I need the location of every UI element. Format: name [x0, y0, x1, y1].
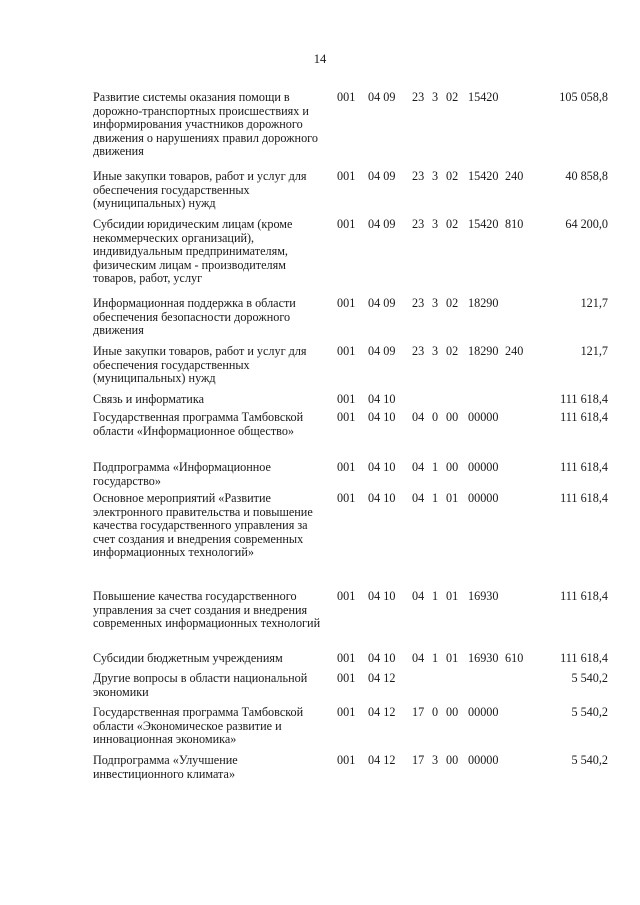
main-activity-code: 02 [446, 169, 459, 183]
main-activity-code: 02 [446, 296, 459, 310]
row-name: Подпрограмма «Информационное государство» [93, 460, 271, 488]
direction-code: 00000 [468, 460, 499, 474]
expense-type-code: 240 [505, 169, 524, 183]
program-code: 23 [412, 344, 425, 358]
row-name: Информационная поддержка в области обеспечения безопасности дорожного движения [93, 296, 296, 338]
sum-value: 111 618,4 [560, 410, 608, 424]
row-name: Иные закупки товаров, работ и услуг для обеспечения государственных (муниципальных) нужд [93, 169, 307, 211]
sum-value: 111 618,4 [560, 460, 608, 474]
section-code: 04 09 [368, 344, 396, 358]
sum-value: 105 058,8 [559, 90, 608, 104]
program-code: 17 [412, 753, 425, 767]
gov-code: 001 [337, 344, 356, 358]
direction-code: 15420 [468, 169, 499, 183]
section-code: 04 09 [368, 90, 396, 104]
section-code: 04 10 [368, 491, 396, 505]
subprogram-code: 1 [432, 589, 439, 603]
direction-code: 00000 [468, 410, 499, 424]
program-code: 17 [412, 705, 425, 719]
gov-code: 001 [337, 217, 356, 231]
page-number: 14 [313, 52, 327, 66]
section-code: 04 12 [368, 753, 396, 767]
row-name: Государственная программа Тамбовской области «Информационное общество» [93, 410, 304, 438]
expense-type-code: 610 [505, 651, 524, 665]
main-activity-code: 00 [446, 753, 459, 767]
main-activity-code: 00 [446, 705, 459, 719]
program-code: 23 [412, 90, 425, 104]
sum-value: 111 618,4 [560, 491, 608, 505]
main-activity-code: 02 [446, 90, 459, 104]
direction-code: 00000 [468, 705, 499, 719]
subprogram-code: 3 [432, 169, 439, 183]
row-name: Субсидии юридическим лицам (кроме некоммерческих организаций), индивидуальным предпринимателям, физическим лицам - производителям товаров, работ, услуг [93, 217, 293, 286]
program-code: 23 [412, 296, 425, 310]
subprogram-code: 3 [432, 296, 439, 310]
sum-value: 121,7 [580, 296, 608, 310]
gov-code: 001 [337, 460, 356, 474]
section-code: 04 10 [368, 651, 396, 665]
direction-code: 18290 [468, 344, 499, 358]
sum-value: 5 540,2 [571, 705, 608, 719]
sum-value: 111 618,4 [560, 651, 608, 665]
gov-code: 001 [337, 705, 356, 719]
main-activity-code: 00 [446, 460, 459, 474]
gov-code: 001 [337, 392, 356, 406]
main-activity-code: 00 [446, 410, 459, 424]
row-name: Подпрограмма «Улучшение инвестиционного климата» [93, 753, 238, 781]
sum-value: 40 858,8 [565, 169, 608, 183]
gov-code: 001 [337, 491, 356, 505]
direction-code: 18290 [468, 296, 499, 310]
section-code: 04 09 [368, 296, 396, 310]
sum-value: 111 618,4 [560, 392, 608, 406]
program-code: 04 [412, 589, 425, 603]
row-name: Развитие системы оказания помощи в дорожно-транспортных происшествиях и информирования участников дорожного движения о нарушениях правил дорожного движения [93, 90, 318, 159]
program-code: 04 [412, 460, 425, 474]
subprogram-code: 3 [432, 90, 439, 104]
direction-code: 16930 [468, 589, 499, 603]
row-name: Иные закупки товаров, работ и услуг для обеспечения государственных (муниципальных) нужд [93, 344, 307, 386]
subprogram-code: 3 [432, 344, 439, 358]
gov-code: 001 [337, 410, 356, 424]
program-code: 23 [412, 169, 425, 183]
row-name: Государственная программа Тамбовской области «Экономическое развитие и инновационная экономика» [93, 705, 304, 747]
sum-value: 111 618,4 [560, 589, 608, 603]
row-name: Связь и информатика [93, 392, 204, 406]
row-name: Повышение качества государственного управления за счет создания и внедрения современных информационных технологий [93, 589, 321, 631]
program-code: 04 [412, 410, 425, 424]
section-code: 04 10 [368, 589, 396, 603]
sum-value: 64 200,0 [565, 217, 608, 231]
expense-type-code: 240 [505, 344, 524, 358]
direction-code: 00000 [468, 491, 499, 505]
subprogram-code: 1 [432, 460, 439, 474]
subprogram-code: 0 [432, 410, 439, 424]
sum-value: 5 540,2 [571, 753, 608, 767]
row-name: Субсидии бюджетным учреждениям [93, 651, 283, 665]
sum-value: 5 540,2 [571, 671, 608, 685]
gov-code: 001 [337, 169, 356, 183]
direction-code: 15420 [468, 217, 499, 231]
direction-code: 16930 [468, 651, 499, 665]
direction-code: 15420 [468, 90, 499, 104]
program-code: 04 [412, 491, 425, 505]
subprogram-code: 3 [432, 217, 439, 231]
subprogram-code: 1 [432, 651, 439, 665]
section-code: 04 12 [368, 671, 396, 685]
gov-code: 001 [337, 589, 356, 603]
main-activity-code: 01 [446, 491, 459, 505]
section-code: 04 09 [368, 169, 396, 183]
subprogram-code: 3 [432, 753, 439, 767]
main-activity-code: 01 [446, 589, 459, 603]
row-name: Основное мероприятий «Развитие электронного правительства и повышение качества государственного управления за счет создания и внедрения современных информационных технологий» [93, 491, 313, 560]
subprogram-code: 0 [432, 705, 439, 719]
main-activity-code: 02 [446, 217, 459, 231]
section-code: 04 09 [368, 217, 396, 231]
row-name: Другие вопросы в области национальной экономики [93, 671, 308, 699]
gov-code: 001 [337, 90, 356, 104]
gov-code: 001 [337, 753, 356, 767]
expense-type-code: 810 [505, 217, 524, 231]
program-code: 04 [412, 651, 425, 665]
direction-code: 00000 [468, 753, 499, 767]
program-code: 23 [412, 217, 425, 231]
section-code: 04 10 [368, 392, 396, 406]
main-activity-code: 02 [446, 344, 459, 358]
sum-value: 121,7 [580, 344, 608, 358]
section-code: 04 12 [368, 705, 396, 719]
gov-code: 001 [337, 671, 356, 685]
main-activity-code: 01 [446, 651, 459, 665]
gov-code: 001 [337, 296, 356, 310]
gov-code: 001 [337, 651, 356, 665]
section-code: 04 10 [368, 460, 396, 474]
section-code: 04 10 [368, 410, 396, 424]
subprogram-code: 1 [432, 491, 439, 505]
